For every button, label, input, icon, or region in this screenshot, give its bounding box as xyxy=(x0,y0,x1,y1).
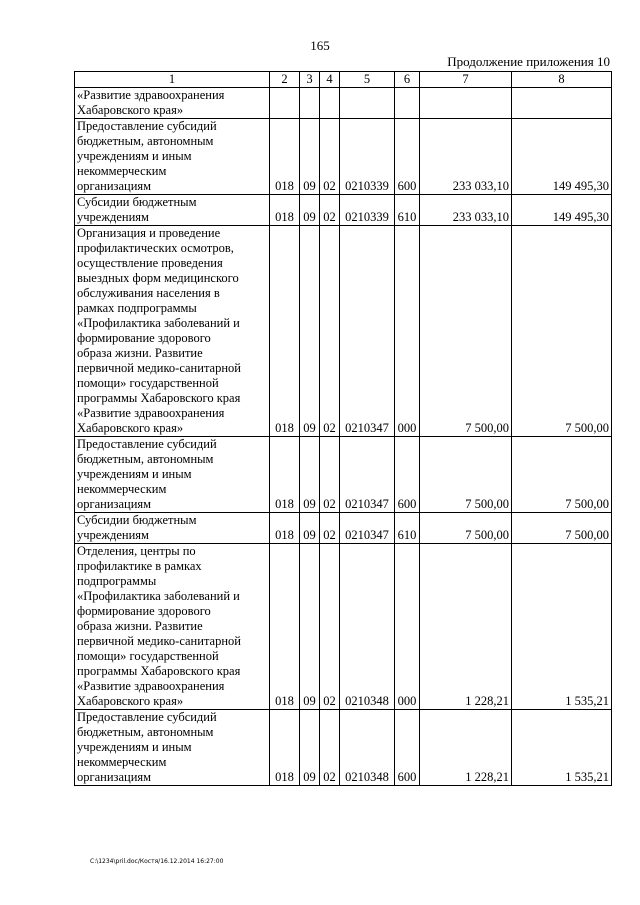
table-row xyxy=(75,226,612,437)
ministry-code: 018 xyxy=(270,119,300,195)
row-name: Субсидии бюджетным учреждениям xyxy=(75,513,270,544)
subsection-code: 02 xyxy=(320,513,340,544)
row-name: Предоставление субсидий бюджетным, автономным учреждениям и иным некоммерческим организациям xyxy=(75,710,270,786)
target-article-code: 0210339 xyxy=(340,195,395,226)
subsection-code: 02 xyxy=(320,710,340,786)
table-row xyxy=(75,513,612,544)
amount-year-1: 7 500,00 xyxy=(420,226,512,437)
amount-year-1: 1 228,21 xyxy=(420,710,512,786)
target-article-code: 0210348 xyxy=(340,710,395,786)
ministry-code: 018 xyxy=(270,710,300,786)
ministry-code: 018 xyxy=(270,513,300,544)
column-header: 4 xyxy=(320,72,340,88)
section-code xyxy=(300,88,320,119)
subsection-code xyxy=(320,88,340,119)
subsection-code: 02 xyxy=(320,544,340,710)
amount-year-1: 1 228,21 xyxy=(420,544,512,710)
column-header: 1 xyxy=(75,72,270,88)
amount-year-1: 233 033,10 xyxy=(420,119,512,195)
expense-type-code: 000 xyxy=(395,544,420,710)
expense-type-code: 000 xyxy=(395,226,420,437)
expense-type-code: 610 xyxy=(395,195,420,226)
table-row xyxy=(75,437,612,513)
amount-year-2: 7 500,00 xyxy=(512,437,612,513)
expense-type-code: 600 xyxy=(395,437,420,513)
table-row xyxy=(75,119,612,195)
expense-type-code: 600 xyxy=(395,119,420,195)
amount-year-2 xyxy=(512,88,612,119)
table-row xyxy=(75,195,612,226)
amount-year-1 xyxy=(420,88,512,119)
ministry-code: 018 xyxy=(270,544,300,710)
ministry-code: 018 xyxy=(270,437,300,513)
section-code: 09 xyxy=(300,544,320,710)
section-code: 09 xyxy=(300,119,320,195)
section-code: 09 xyxy=(300,710,320,786)
target-article-code: 0210348 xyxy=(340,544,395,710)
ministry-code: 018 xyxy=(270,195,300,226)
footer-file-path: C:\1234\pril.doc/Костя/16.12.2014 16:27:00 xyxy=(90,858,224,865)
continuation-caption: Продолжение приложения 10 xyxy=(447,54,610,69)
section-code: 09 xyxy=(300,226,320,437)
row-name: Организация и проведение профилактических осмотров, осуществление проведения выездных форм медицинского обслуживания населения в рамках подпрограммы «Профилактика заболеваний и формирование здорового образа жизни. Развитие первичной медико-санитарной помощи» государственной программы Хабаровского края «Развитие здравоохранения Хабаровского края» xyxy=(75,226,270,437)
expense-type-code xyxy=(395,88,420,119)
ministry-code xyxy=(270,88,300,119)
subsection-code: 02 xyxy=(320,119,340,195)
section-code: 09 xyxy=(300,513,320,544)
row-name: Предоставление субсидий бюджетным, автономным учреждениям и иным некоммерческим организациям xyxy=(75,119,270,195)
expense-type-code: 600 xyxy=(395,710,420,786)
target-article-code: 0210347 xyxy=(340,513,395,544)
subsection-code: 02 xyxy=(320,226,340,437)
header-row xyxy=(75,72,612,88)
amount-year-1: 7 500,00 xyxy=(420,437,512,513)
section-code: 09 xyxy=(300,437,320,513)
column-header: 2 xyxy=(270,72,300,88)
amount-year-2: 7 500,00 xyxy=(512,226,612,437)
page-number: 165 xyxy=(310,38,330,53)
expense-type-code: 610 xyxy=(395,513,420,544)
amount-year-2: 149 495,30 xyxy=(512,195,612,226)
budget-table xyxy=(74,71,612,786)
target-article-code xyxy=(340,88,395,119)
column-header: 3 xyxy=(300,72,320,88)
table-row xyxy=(75,88,612,119)
amount-year-2: 7 500,00 xyxy=(512,513,612,544)
row-name: Субсидии бюджетным учреждениям xyxy=(75,195,270,226)
amount-year-2: 149 495,30 xyxy=(512,119,612,195)
target-article-code: 0210339 xyxy=(340,119,395,195)
subsection-code: 02 xyxy=(320,195,340,226)
amount-year-1: 233 033,10 xyxy=(420,195,512,226)
subsection-code: 02 xyxy=(320,437,340,513)
target-article-code: 0210347 xyxy=(340,437,395,513)
amount-year-1: 7 500,00 xyxy=(420,513,512,544)
ministry-code: 018 xyxy=(270,226,300,437)
section-code: 09 xyxy=(300,195,320,226)
row-name: Предоставление субсидий бюджетным, автономным учреждениям и иным некоммерческим организациям xyxy=(75,437,270,513)
column-header: 8 xyxy=(512,72,612,88)
amount-year-2: 1 535,21 xyxy=(512,710,612,786)
column-header: 6 xyxy=(395,72,420,88)
column-header: 7 xyxy=(420,72,512,88)
table-row xyxy=(75,544,612,710)
column-header: 5 xyxy=(340,72,395,88)
row-name: Отделения, центры по профилактике в рамках подпрограммы «Профилактика заболеваний и формирование здорового образа жизни. Развитие первичной медико-санитарной помощи» государственной программы Хабаровского края «Развитие здравоохранения Хабаровского края» xyxy=(75,544,270,710)
table-row xyxy=(75,710,612,786)
row-name: «Развитие здравоохранения Хабаровского края» xyxy=(75,88,270,119)
target-article-code: 0210347 xyxy=(340,226,395,437)
amount-year-2: 1 535,21 xyxy=(512,544,612,710)
